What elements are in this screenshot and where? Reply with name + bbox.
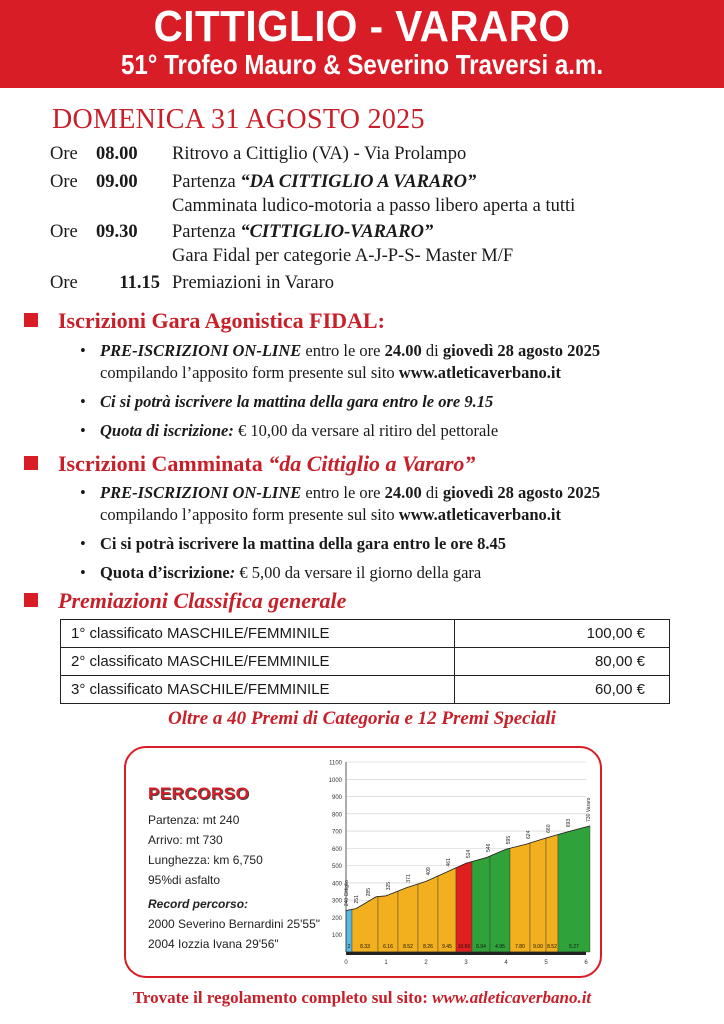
table-row: 3° classificato MASCHILE/FEMMINILE 60,00 € xyxy=(61,676,670,704)
schedule-time: 08.00 xyxy=(96,144,138,164)
profile-segment xyxy=(378,891,398,952)
elevation-label: 660 xyxy=(546,824,552,833)
elevation-label: 461 xyxy=(446,858,452,867)
y-tick-label: 900 xyxy=(331,795,342,802)
table-row: 2° classificato MASCHILE/FEMMINILE 80,00 € xyxy=(61,648,670,676)
y-tick-label: 600 xyxy=(331,846,342,853)
elevation-profile-chart xyxy=(126,748,600,976)
elevation-label: 730 Vararo xyxy=(586,797,592,822)
x-axis-bar xyxy=(346,952,586,955)
schedule-row-3: Ore 09.30 Partenza “CITTIGLIO-VARARO” Gara Fidal per categorie A-J-P-S- Master M/F xyxy=(50,222,514,266)
elevation-label: 409 xyxy=(426,867,432,876)
elevation-label: 251 xyxy=(354,895,360,904)
website-link[interactable]: www.atleticaverbano.it xyxy=(432,988,592,1007)
gradient-label: 6.94 xyxy=(476,944,486,950)
elevation-label: 595 xyxy=(506,835,512,845)
route-info: PERCORSO Partenza: mt 240 Arrivo: mt 730 Lunghezza: km 6,750 95%di asfalto Record percorso: 2000 Severino Bernardini 25'55" 2004 Iozzia Ivana 29'56" xyxy=(148,784,321,951)
route-box xyxy=(124,746,602,978)
list-item: • Quota di iscrizione: € 10,00 da versare al ritiro del pettorale xyxy=(80,420,680,442)
website-link[interactable]: www.atleticaverbano.it xyxy=(398,505,562,524)
schedule-row-2: Ore 09.00 Partenza “DA CITTIGLIO A VARARO” Camminata ludico-motoria a passo libero aperta a tutti xyxy=(50,172,576,216)
profile-segment xyxy=(530,838,546,952)
event-title: CITTIGLIO - VARARO xyxy=(153,2,571,51)
y-tick-label: 300 xyxy=(331,898,342,905)
elevation-label: 325 xyxy=(386,881,392,891)
y-tick-label: 400 xyxy=(331,881,342,888)
table-row: 1° classificato MASCHILE/FEMMINILE 100,00 € xyxy=(61,620,670,648)
profile-segment xyxy=(438,868,456,952)
elevation-label: 240 Cittiglio xyxy=(344,880,350,907)
footer-note: Trovate il regolamento completo sul sito: www.atleticaverbano.it xyxy=(132,988,592,1007)
section-heading-premi: Premiazioni Classifica generale xyxy=(24,588,346,614)
list-item: • Ci si potrà iscrivere la mattina della gara entro le ore 9.15 xyxy=(80,391,680,413)
y-tick-label: 1000 xyxy=(328,777,342,784)
x-tick-label: 0 xyxy=(344,960,348,966)
elevation-label: 546 xyxy=(486,843,492,852)
event-subtitle: 51° Trofeo Mauro & Severino Traversi a.m. xyxy=(120,49,604,80)
elevation-label: 371 xyxy=(406,874,412,883)
profile-segment xyxy=(558,826,590,952)
list-item: • PRE-ISCRIZIONI ON-LINE entro le ore 24.00 di giovedì 28 agosto 2025 compilando l’apposito form presente sul sito www.atleticaverbano.it xyxy=(80,340,680,384)
camminata-list xyxy=(80,482,680,591)
red-square-icon xyxy=(24,593,38,607)
section-heading-fidal: Iscrizioni Gara Agonistica FIDAL: xyxy=(24,308,385,334)
x-tick-label: 4 xyxy=(504,960,508,966)
fidal-list xyxy=(80,340,680,449)
x-tick-label: 3 xyxy=(464,960,468,966)
profile-segment xyxy=(398,884,418,952)
y-tick-label: 1100 xyxy=(329,760,342,767)
gradient-label: 9.45 xyxy=(442,944,452,950)
list-item: • Quota d’iscrizione: € 5,00 da versare il giorno della gara xyxy=(80,562,680,584)
profile-segment xyxy=(472,856,490,952)
y-tick-label: 500 xyxy=(331,864,342,871)
elevation-label: 624 xyxy=(526,830,532,839)
gradient-label: 5.27 xyxy=(569,944,579,950)
gradient-label: 9.00 xyxy=(533,944,543,950)
x-tick-label: 5 xyxy=(544,960,548,966)
profile-segment xyxy=(456,862,472,952)
elevation-label: 514 xyxy=(466,849,472,859)
gradient-label: 8.52 xyxy=(403,944,413,950)
profile-segment xyxy=(510,843,530,952)
x-tick-label: 2 xyxy=(424,960,428,966)
schedule-row-1: Ore 08.00 Ritrovo a Cittiglio (VA) - Via Prolampo xyxy=(50,144,467,164)
red-square-icon xyxy=(24,456,38,470)
gradient-label: 8.52 xyxy=(547,944,557,950)
elevation-label: 285 xyxy=(366,888,372,897)
x-tick-label: 6 xyxy=(584,960,588,966)
elevation-label: 693 xyxy=(566,818,572,828)
list-item: • PRE-ISCRIZIONI ON-LINE entro le ore 24.00 di giovedì 28 agosto 2025 compilando l’apposito form presente sul sito www.atleticaverbano.it xyxy=(80,482,680,526)
other-prizes-note: Oltre a 40 Premi di Categoria e 12 Premi Speciali xyxy=(168,708,556,729)
gradient-label: 10.60 xyxy=(457,944,471,950)
red-square-icon xyxy=(24,313,38,327)
gradient-label: 8.26 xyxy=(423,944,433,950)
x-tick-label: 1 xyxy=(384,960,388,966)
y-tick-label: 700 xyxy=(331,829,342,836)
route-title: PERCORSO xyxy=(148,784,250,803)
schedule-time: 09.00 xyxy=(96,172,138,192)
profile-segment xyxy=(546,835,558,952)
y-tick-label: 800 xyxy=(331,812,342,819)
gradient-label: 2 xyxy=(347,944,351,950)
schedule-time: 09.30 xyxy=(96,222,138,242)
gradient-label: 8.33 xyxy=(360,944,370,950)
profile-segment xyxy=(418,876,438,952)
schedule-row-4: Ore 11.15 Premiazioni in Vararo xyxy=(50,273,335,293)
y-tick-label: 200 xyxy=(331,915,342,922)
header-banner xyxy=(0,0,724,88)
prizes-table xyxy=(60,619,670,704)
website-link[interactable]: www.atleticaverbano.it xyxy=(398,363,562,382)
gradient-label: 6.16 xyxy=(383,944,393,950)
list-item: • Ci si potrà iscrivere la mattina della gara entro le ore 8.45 xyxy=(80,533,680,555)
gradient-label: 7.80 xyxy=(515,944,525,950)
event-date: DOMENICA 31 AGOSTO 2025 xyxy=(52,104,425,135)
section-heading-camminata: Iscrizioni Camminata “da Cittiglio a Vararo” xyxy=(24,451,475,477)
profile-segment xyxy=(490,848,510,952)
y-tick-label: 100 xyxy=(331,933,342,940)
gradient-label: 4.95 xyxy=(495,944,505,950)
schedule-time: 11.15 xyxy=(119,273,160,293)
